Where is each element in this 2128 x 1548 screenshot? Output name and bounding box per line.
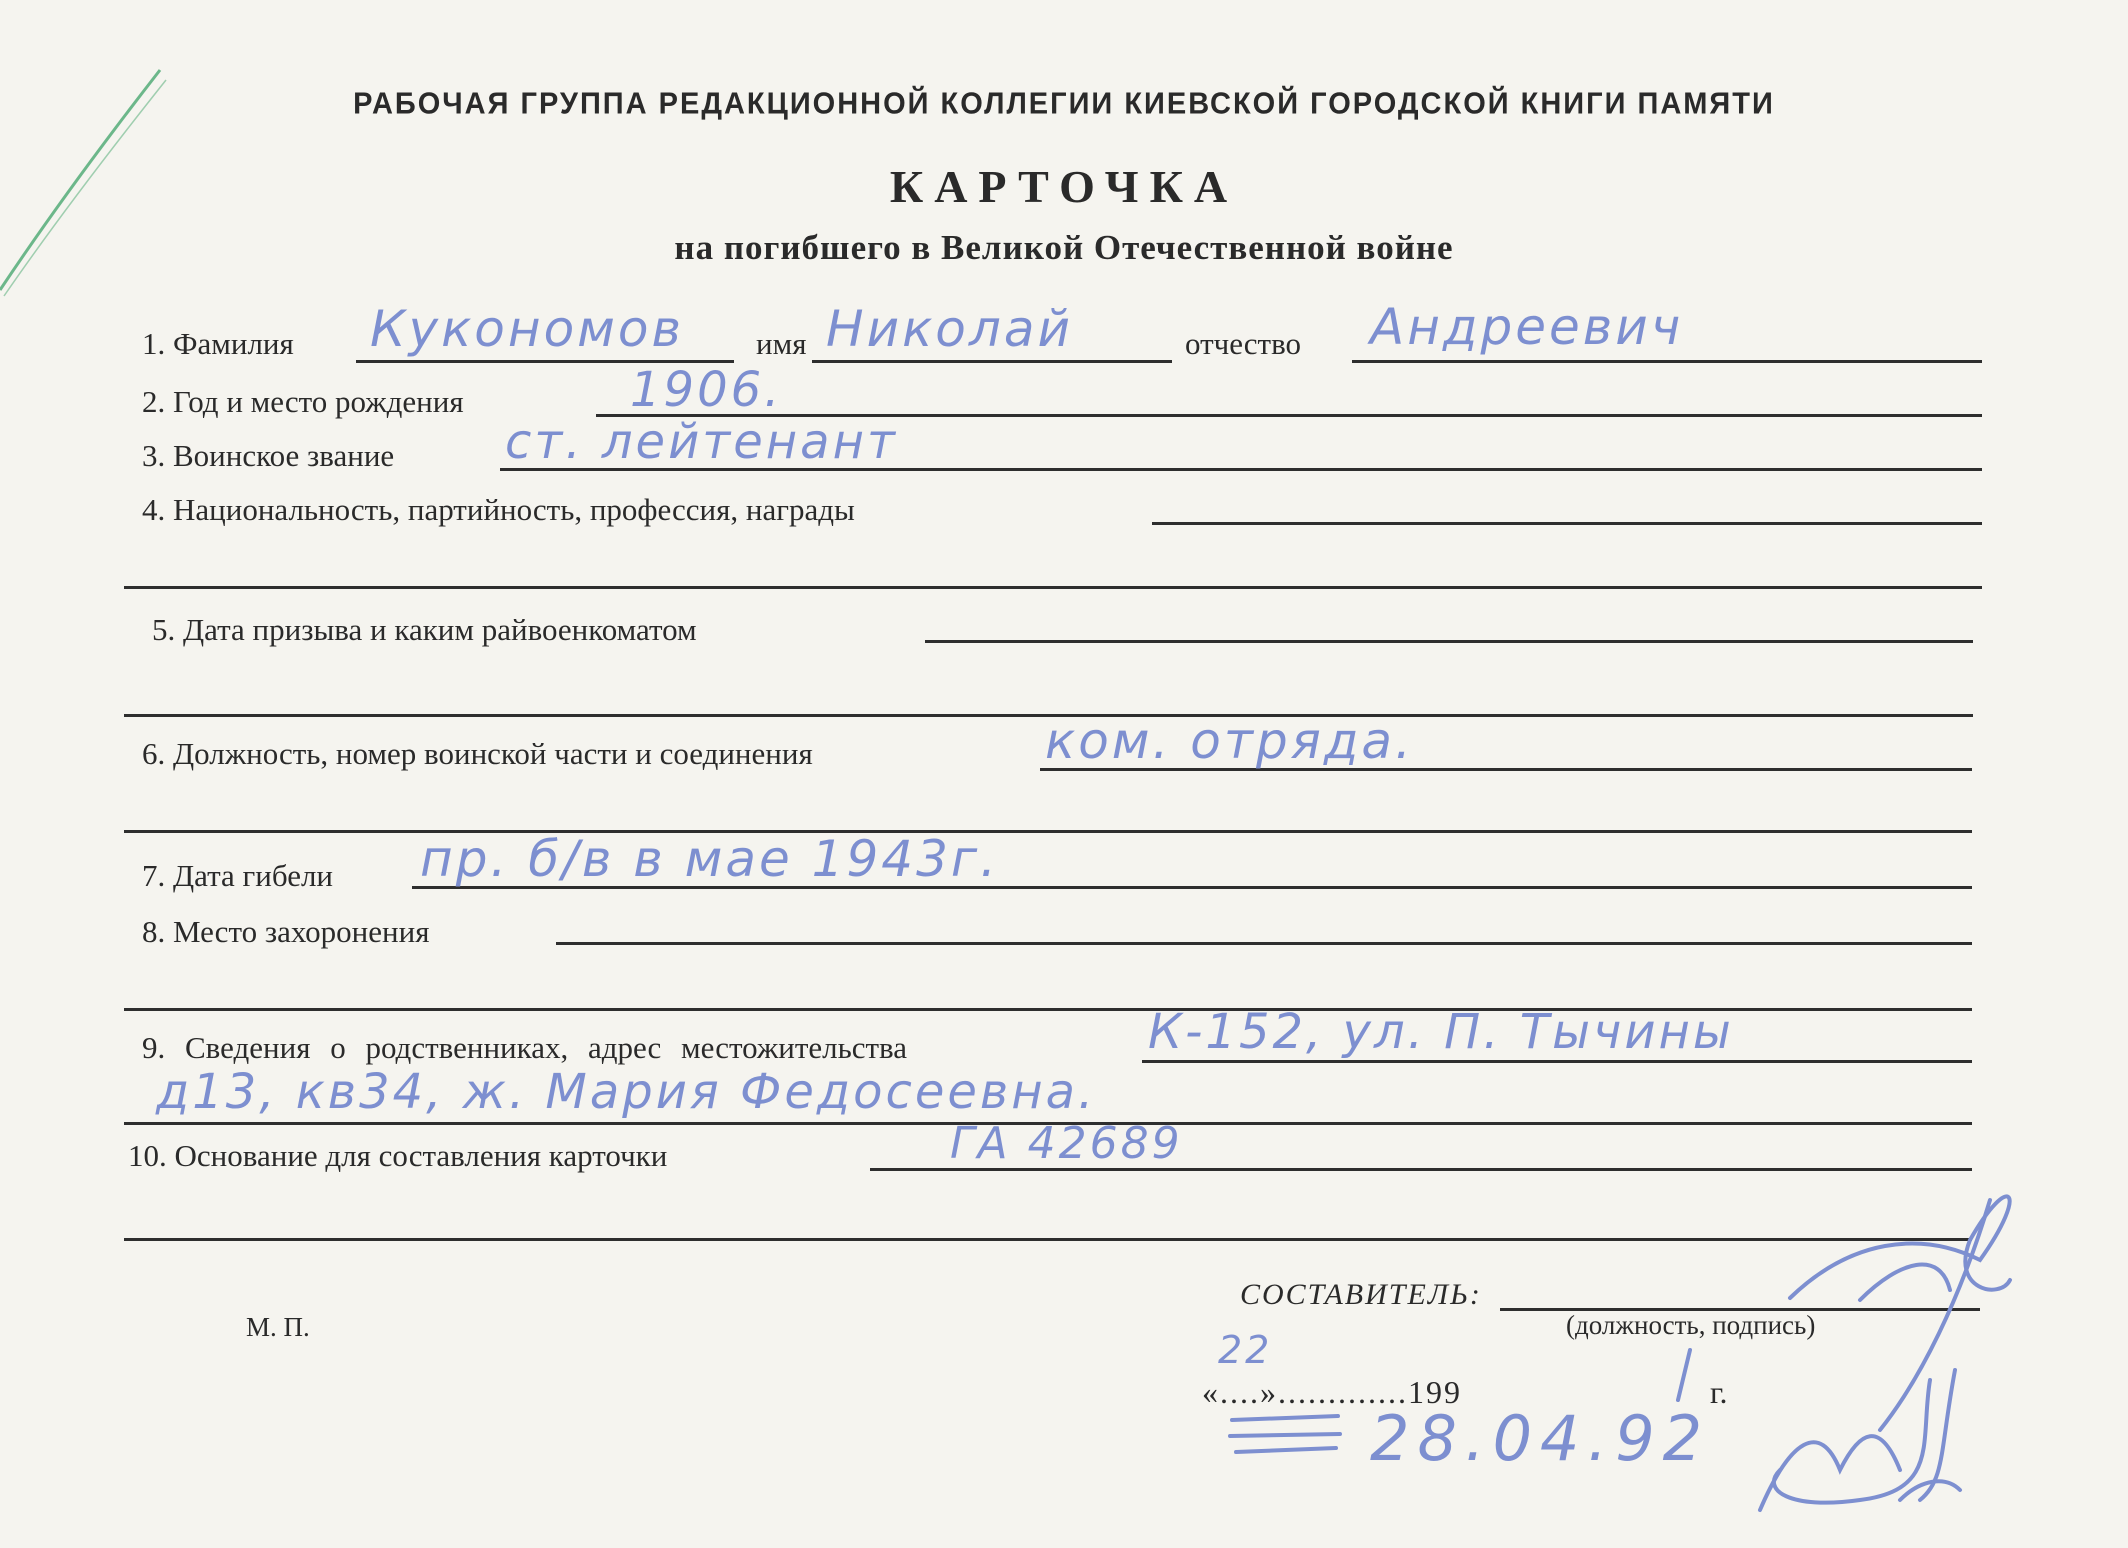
surname-label: 1. Фамилия — [142, 326, 294, 361]
burial-label: 8. Место захоронения — [142, 914, 430, 949]
position-label: 6. Должность, номер воинской части и соединения — [142, 736, 813, 771]
card-title: КАРТОЧКА — [889, 161, 1239, 212]
date-template: «....».............199 — [1202, 1374, 1462, 1410]
birth-value: 1906. — [630, 362, 783, 418]
stamp-place: М. П. — [246, 1312, 310, 1342]
nationality-label: 4. Национальность, партийность, профессия, награды — [142, 492, 855, 527]
relatives-label: 9. Сведения о родственниках, адрес местожительства — [142, 1030, 908, 1065]
conscription-label: 5. Дата призыва и каким райвоенкоматом — [152, 612, 697, 647]
death-date-value: пр. б/в в мае 1943г. — [420, 830, 1000, 888]
rank-value: ст. лейтенант — [505, 414, 898, 470]
position-value: ком. отряда. — [1045, 712, 1414, 770]
basis-label: 10. Основание для составления карточки — [128, 1138, 668, 1173]
card-subtitle: на погибшего в Великой Отечественной войне — [674, 228, 1454, 267]
surname-value: Кукономов — [370, 300, 684, 358]
composer-hint: (должность, подпись) — [1566, 1310, 1816, 1340]
patronymic-value: Андреевич — [1370, 298, 1684, 356]
date-day-handwritten: 22 — [1218, 1328, 1273, 1372]
name-value: Николай — [826, 300, 1073, 358]
rank-label: 3. Воинское звание — [142, 438, 395, 473]
name-label: имя — [756, 326, 807, 361]
patronymic-label: отчество — [1185, 326, 1301, 361]
date-handwritten: 28.04.92 — [1370, 1402, 1711, 1475]
death-date-label: 7. Дата гибели — [142, 858, 334, 893]
relatives-value-1: К-152, ул. П. Тычины — [1148, 1004, 1734, 1060]
date-suffix: г. — [1710, 1374, 1728, 1410]
basis-value: ГА 42689 — [950, 1118, 1183, 1169]
composer-label: СОСТАВИТЕЛЬ: — [1240, 1278, 1482, 1311]
header-organization: РАБОЧАЯ ГРУППА РЕДАКЦИОННОЙ КОЛЛЕГИИ КИЕВСКОЙ ГОРОДСКОЙ КНИГИ ПАМЯТИ — [353, 87, 1775, 121]
birth-label: 2. Год и место рождения — [142, 384, 464, 419]
relatives-value-2: д13, кв34, ж. Мария Федосеевна. — [156, 1064, 1097, 1120]
